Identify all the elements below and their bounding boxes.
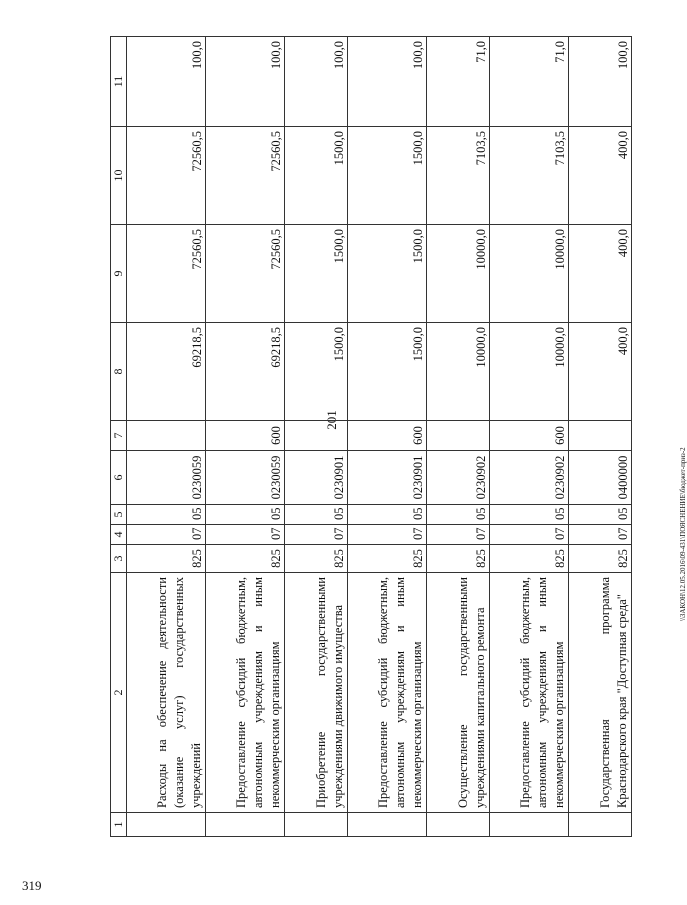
- cell-rz: 07: [127, 525, 206, 545]
- column-header: 7: [111, 421, 127, 451]
- cell-vr: [427, 421, 490, 451]
- cell-pr: 05: [285, 505, 348, 525]
- cell-col10: 1500,0: [348, 127, 427, 225]
- cell-col9: 10000,0: [490, 225, 569, 323]
- cell-rz: 07: [569, 525, 632, 545]
- footer-file-path: \\ЗАКОН\12.05.2016\09-431\ПОЯСНЕНИЕ\бюджет-приз-2: [679, 447, 687, 621]
- cell-col9: 72560,5: [127, 225, 206, 323]
- cell-vr: 600: [348, 421, 427, 451]
- cell-col9: 72560,5: [206, 225, 285, 323]
- cell-index: [127, 813, 206, 837]
- cell-rz: 07: [206, 525, 285, 545]
- cell-col10: 400,0: [569, 127, 632, 225]
- cell-name: Осуществление государственными учреждениями капитального ремонта: [427, 573, 490, 813]
- cell-index: [490, 813, 569, 837]
- cell-col8: 69218,5: [127, 323, 206, 421]
- cell-col11: 100,0: [348, 37, 427, 127]
- cell-vr: [127, 421, 206, 451]
- cell-name: Расходы на обеспечение деятельности (оказание услуг) государственных учреждений: [127, 573, 206, 813]
- cell-vr: [285, 421, 348, 451]
- column-header: 1: [111, 813, 127, 837]
- budget-table: [110, 36, 632, 837]
- cell-ved: 825: [569, 545, 632, 573]
- cell-ved: 825: [427, 545, 490, 573]
- cell-vr: [569, 421, 632, 451]
- table-row: [427, 37, 490, 837]
- cell-col10: 72560,5: [127, 127, 206, 225]
- cell-col8: 69218,5: [206, 323, 285, 421]
- cell-pr: 05: [490, 505, 569, 525]
- cell-vr: 600: [490, 421, 569, 451]
- cell-csr: 0230059: [206, 451, 285, 505]
- cell-col11: 100,0: [569, 37, 632, 127]
- cell-rz: 07: [285, 525, 348, 545]
- table-row: [569, 37, 632, 837]
- cell-col11: 71,0: [427, 37, 490, 127]
- cell-col11: 100,0: [127, 37, 206, 127]
- column-header: 8: [111, 323, 127, 421]
- cell-col10: 7103,5: [490, 127, 569, 225]
- column-header: 10: [111, 127, 127, 225]
- column-header: 2: [111, 573, 127, 813]
- cell-vr: 600: [206, 421, 285, 451]
- cell-col9: 1500,0: [285, 225, 348, 323]
- cell-col11: 100,0: [206, 37, 285, 127]
- cell-ved: 825: [206, 545, 285, 573]
- cell-index: [427, 813, 490, 837]
- cell-col9: 400,0: [569, 225, 632, 323]
- column-header: 6: [111, 451, 127, 505]
- cell-col8: 1500,0: [285, 323, 348, 421]
- cell-pr: 05: [569, 505, 632, 525]
- cell-col8: 1500,0: [348, 323, 427, 421]
- cell-pr: 05: [427, 505, 490, 525]
- cell-name: Предоставление субсидий бюджетным, автономным учреждениям и иным некоммерческим организациям: [490, 573, 569, 813]
- cell-col9: 1500,0: [348, 225, 427, 323]
- cell-ved: 825: [490, 545, 569, 573]
- column-header: 4: [111, 525, 127, 545]
- cell-col8: 10000,0: [490, 323, 569, 421]
- cell-csr: 0230901: [348, 451, 427, 505]
- table-row: [206, 37, 285, 837]
- cell-col11: 71,0: [490, 37, 569, 127]
- cell-col9: 10000,0: [427, 225, 490, 323]
- column-header: 11: [111, 37, 127, 127]
- cell-pr: 05: [348, 505, 427, 525]
- cell-rz: 07: [348, 525, 427, 545]
- cell-csr: 0230902: [427, 451, 490, 505]
- cell-csr: 0400000: [569, 451, 632, 505]
- cell-col11: 100,0: [285, 37, 348, 127]
- cell-pr: 05: [206, 505, 285, 525]
- page-number-top: 201: [324, 410, 339, 430]
- cell-name: Предоставление субсидий бюджетным, автономным учреждениям и иным некоммерческим организациям: [206, 573, 285, 813]
- cell-ved: 825: [127, 545, 206, 573]
- rotated-table-area: [110, 37, 630, 837]
- cell-name: Приобретение государственными учреждениями движимого имущества: [285, 573, 348, 813]
- column-header: 9: [111, 225, 127, 323]
- cell-index: [569, 813, 632, 837]
- cell-col10: 7103,5: [427, 127, 490, 225]
- cell-pr: 05: [127, 505, 206, 525]
- column-header: 5: [111, 505, 127, 525]
- cell-col8: 10000,0: [427, 323, 490, 421]
- cell-ved: 825: [285, 545, 348, 573]
- cell-name: Предоставление субсидий бюджетным, автономным учреждениям и иным некоммерческим организациям: [348, 573, 427, 813]
- cell-index: [206, 813, 285, 837]
- table-row: [127, 37, 206, 837]
- cell-col10: 1500,0: [285, 127, 348, 225]
- cell-rz: 07: [490, 525, 569, 545]
- cell-csr: 0230901: [285, 451, 348, 505]
- cell-ved: 825: [348, 545, 427, 573]
- cell-index: [285, 813, 348, 837]
- table-header-row: [111, 37, 127, 837]
- column-header: 3: [111, 545, 127, 573]
- cell-col10: 72560,5: [206, 127, 285, 225]
- cell-csr: 0230059: [127, 451, 206, 505]
- cell-name: Государственная программа Краснодарского края "Доступная среда": [569, 573, 632, 813]
- cell-rz: 07: [427, 525, 490, 545]
- cell-index: [348, 813, 427, 837]
- cell-col8: 400,0: [569, 323, 632, 421]
- cell-csr: 0230902: [490, 451, 569, 505]
- table-row: [285, 37, 348, 837]
- table-row: [490, 37, 569, 837]
- table-row: [348, 37, 427, 837]
- page-number-bottom: 319: [22, 878, 42, 893]
